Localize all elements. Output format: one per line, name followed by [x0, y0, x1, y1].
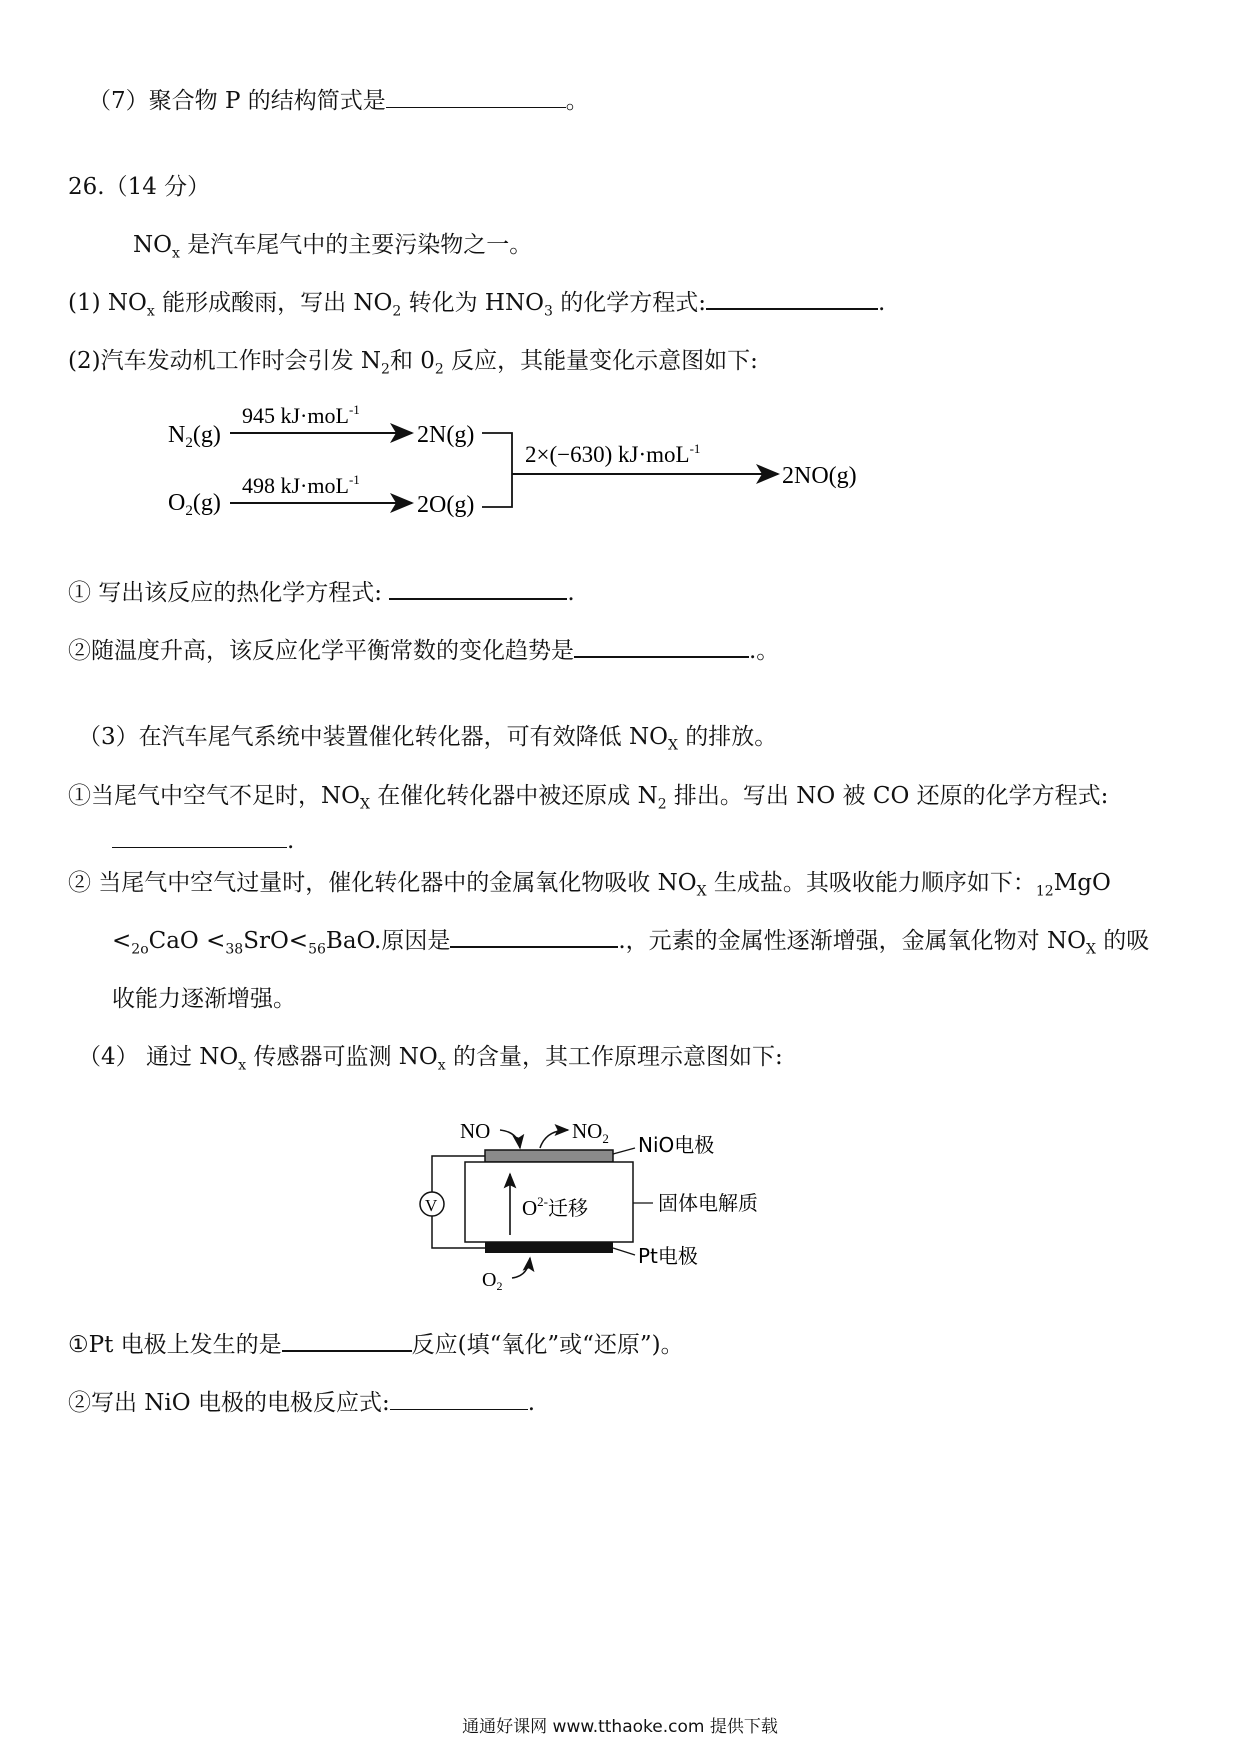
- o-atom-species: 2O(g): [417, 492, 475, 518]
- q26-part4: （4） 通过 $NO_x$ 传感器可监测 $NO_x$ 的含量，其工作原理示意图如下:: [78, 1044, 783, 1074]
- migration-label: $O^{2-}$迁移: [522, 1194, 589, 1220]
- part3-1-answer-blank[interactable]: [112, 827, 287, 848]
- no-in-arrow: [500, 1130, 520, 1148]
- q7-answer-blank[interactable]: [386, 87, 566, 108]
- q26-part3-1: ①当尾气中空气不足时，$NO_X$ 在催化转化器中被还原成 $N_2$ 排出。写出 NO 被 CO 还原的化学方程式:: [68, 783, 1109, 813]
- combine-bracket: [482, 433, 512, 507]
- pt-electrode: [485, 1242, 613, 1253]
- part2-1-answer-blank[interactable]: [389, 578, 567, 600]
- o2-energy-label: 498 kJ·moL$^{-1}$: [242, 472, 360, 498]
- nio-leader: [613, 1148, 635, 1154]
- q26-part3-2-cont: $<_{2o}CaO <_{38}SrO<_{56}BaO$.原因是 .，元素的金属性逐渐增强，金属氧化物对 $NO_X$ 的吸: [112, 928, 1150, 958]
- q26-part1: (1) $NO_x$ 能形成酸雨，写出 $NO_2$ 转化为 $HNO_3$ 的化学方程式: .: [68, 290, 886, 320]
- product-species: 2NO(g): [782, 463, 857, 489]
- sensor-diagram: [410, 1110, 790, 1290]
- part2-2-answer-blank[interactable]: [574, 636, 749, 658]
- q26-part2-2: ②随温度升高，该反应化学平衡常数的变化趋势是 .。: [68, 638, 780, 664]
- combine-energy-label: 2×(−630) kJ·moL$^{-1}$: [525, 441, 701, 467]
- electrolyte-label: 固体电解质: [658, 1191, 758, 1215]
- q26-intro: $NO_x$ 是汽车尾气中的主要污染物之一。: [133, 232, 533, 262]
- nio-label: NiO电极: [638, 1133, 715, 1157]
- q26-part4-1: ①Pt 电极上发生的是 反应(填“氧化”或“还原”)。: [68, 1332, 684, 1358]
- q26-header: 26.（14 分）: [68, 174, 211, 200]
- no-in-label: NO: [460, 1119, 491, 1143]
- n-atom-species: 2N(g): [417, 422, 475, 448]
- part4-2-answer-blank[interactable]: [390, 1389, 528, 1410]
- voltmeter-label: V: [425, 1196, 438, 1215]
- q26-part4-2: ②写出 NiO 电极的电极反应式: .: [68, 1390, 536, 1416]
- q26-part3-2: ② 当尾气中空气过量时，催化转化器中的金属氧化物吸收 $NO_X$ 生成盐。其吸收能力顺序如下：$_{12}$MgO: [68, 870, 1111, 900]
- q26-part3: （3）在汽车尾气系统中装置催化转化器，可有效降低 $NO_X$ 的排放。: [78, 724, 778, 754]
- o2-species: $O_2(g)$: [168, 490, 221, 519]
- n2-species: $N_2(g)$: [168, 422, 221, 451]
- no2-out-arrow: [540, 1130, 568, 1148]
- q26-part2: (2)汽车发动机工作时会引发 $N_2$和 $0_2$ 反应，其能量变化示意图如下:: [68, 348, 758, 378]
- q26-part3-1-answer: .: [112, 826, 294, 856]
- q26-part2-1: ① 写出该反应的热化学方程式: .: [68, 580, 575, 606]
- n2-energy-label: 945 kJ·moL$^{-1}$: [242, 402, 360, 428]
- o2-in-arrow: [512, 1258, 530, 1278]
- pt-leader: [613, 1248, 635, 1255]
- q7-prefix: （7）聚合物 P 的结构简式是: [88, 88, 386, 114]
- nio-electrode: [485, 1150, 613, 1162]
- q7-line: [88, 86, 589, 116]
- energy-diagram: [160, 395, 880, 530]
- part3-2-answer-blank[interactable]: [450, 926, 618, 948]
- q7-suffix: 。: [565, 88, 589, 114]
- part4-1-answer-blank[interactable]: [282, 1330, 412, 1352]
- part1-answer-blank[interactable]: [706, 288, 878, 310]
- o2-in-label: $O_2$: [482, 1269, 503, 1290]
- no2-out-label: $NO_2$: [572, 1119, 609, 1146]
- q26-part3-2-last: 收能力逐渐增强。: [112, 986, 296, 1012]
- page-footer: 通通好课网 www.tthaoke.com 提供下载: [462, 1717, 778, 1737]
- pt-label: Pt电极: [638, 1244, 698, 1268]
